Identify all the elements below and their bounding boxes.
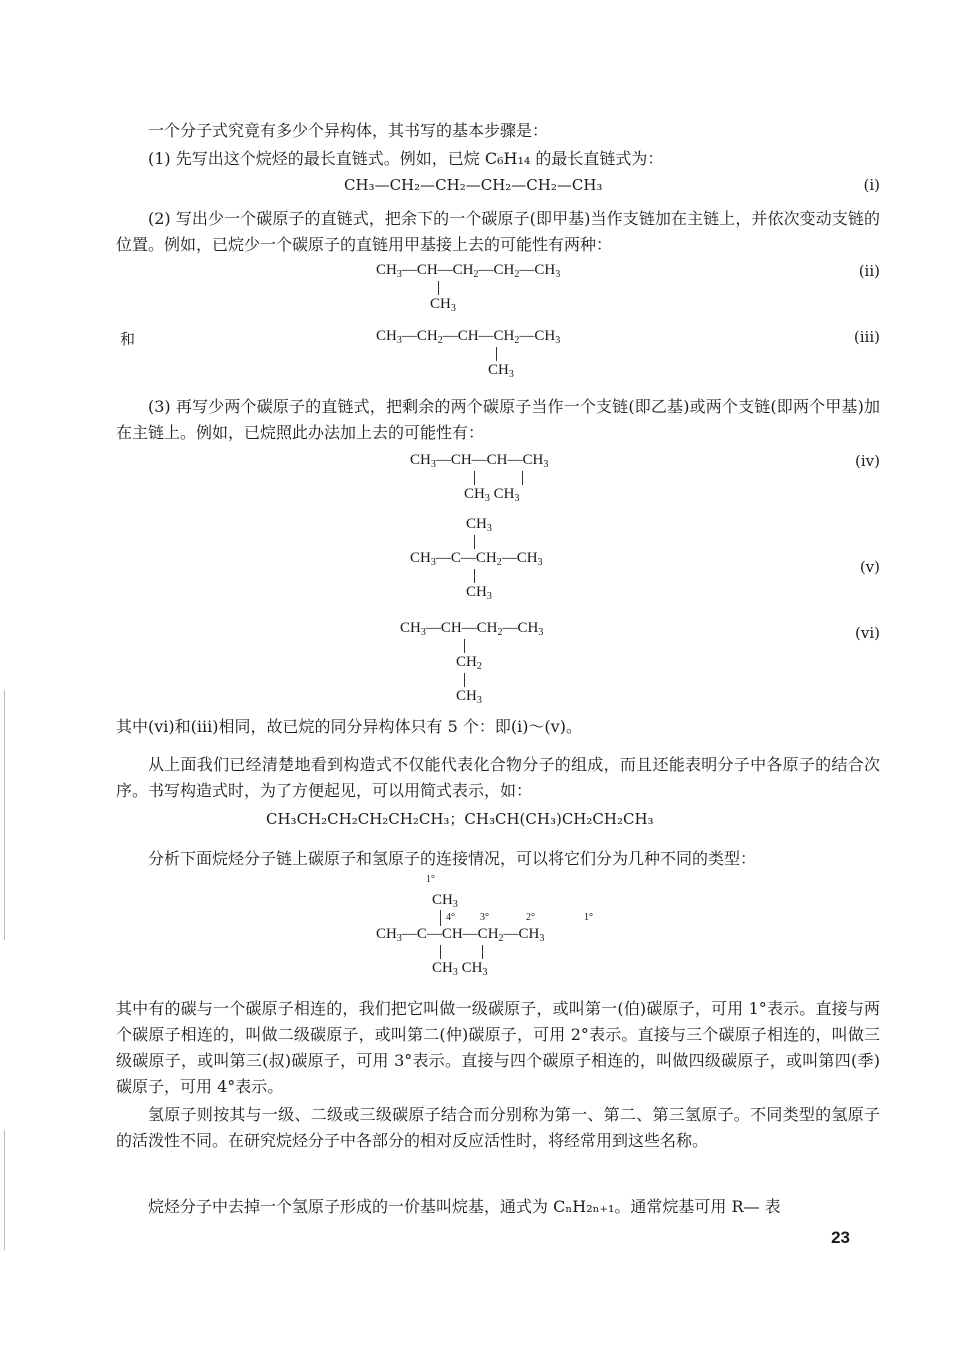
equation-number-ii: (ii)	[858, 262, 880, 280]
formula-condensed: CH₃CH₂CH₂CH₂CH₂CH₃；CH₃CH(CH₃)CH₂CH₂CH₃	[266, 810, 654, 828]
equation-number-iii: (iii)	[853, 328, 880, 346]
structure-carbon-classification: 1° $CH_3$ 4° 3° 2° 1° $CH_3—C—CH—CH_2—CH_3$ $CH_3$ $CH_3$	[376, 874, 593, 978]
formula-i: CH₃—CH₂—CH₂—CH₂—CH₂—CH₃	[344, 176, 603, 194]
paragraph-carbon-degree-definition: 其中有的碳与一个碳原子相连的，我们把它叫做一级碳原子，或叫第一(伯)碳原子，可用 1°表示。直接与两个碳原子相连的，叫做二级碳原子，或叫第二(仲)碳原子，可用 2°表示。直接与三个碳原子相连的，叫做三级碳原子，或叫第三(叔)碳原子，可用 3°表示。直接与四个碳原子相连的，叫做四级碳原子，或叫第四(季)碳原子，可用 4°表示。	[116, 999, 880, 1096]
paragraph-structural-formula: 从上面我们已经清楚地看到构造式不仅能代表化合物分子的组成，而且还能表明分子中各原子的结合次序。书写构造式时，为了方便起见，可以用简式表示，如：	[116, 755, 880, 800]
scan-edge-mark	[4, 1130, 5, 1250]
degree-label: 3°	[480, 912, 489, 923]
page-number: 23	[831, 1228, 850, 1247]
structure-ii: $CH_3—CH—CH_2—CH_2—CH_3$ $CH_3$	[376, 262, 561, 314]
paragraph-carbon-types: 分析下面烷烃分子链上碳原子和氢原子的连接情况，可以将它们分为几种不同的类型：	[148, 849, 757, 868]
paragraph-step3: (3) 再写少两个碳原子的直链式，把剩余的两个碳原子当作一个支链(即乙基)或两个支链(即两个甲基)加在主链上。例如，已烷照此办法加上去的可能性有：	[116, 397, 880, 442]
equation-number-vi: (vi)	[855, 624, 880, 642]
equation-number-v: (v)	[859, 558, 880, 576]
degree-label: 1°	[426, 874, 435, 885]
paragraph-hydrogen-types: 氢原子则按其与一级、二级或三级碳原子结合而分别称为第一、第二、第三氢原子。不同类型的氢原子的活泼性不同。在研究烷烃分子中各部分的相对反应活性时，将经常用到这些名称。	[116, 1105, 880, 1150]
degree-label: 2°	[526, 912, 535, 923]
degree-label: 1°	[584, 912, 593, 923]
paragraph-isomer-count: 其中(vi)和(iii)相同，故已烷的同分异构体只有 5 个：即(i)～(v)。	[116, 717, 582, 736]
structure-v: $CH_3$ $CH_3—C—CH_2—CH_3$ $CH_3$	[410, 516, 543, 602]
degree-label: 4°	[446, 912, 455, 923]
paragraph-step1: (1) 先写出这个烷烃的最长直链式。例如，已烷 C₆H₁₄ 的最长直链式为：	[148, 149, 664, 168]
structure-iv: $CH_3—CH—CH—CH_3$ $CH_3$ $CH_3$	[410, 452, 549, 504]
paragraph-intro: 一个分子式究竟有多少个异构体，其书写的基本步骤是：	[148, 121, 549, 140]
paragraph-step2: (2) 写出少一个碳原子的直链式，把余下的一个碳原子(即甲基)当作支链加在主链上，并依次变动支链的位置。例如，已烷少一个碳原子的直链用甲基接上去的可能性有两种：	[116, 209, 880, 254]
equation-number-i: (i)	[863, 176, 880, 194]
equation-number-iv: (iv)	[855, 452, 880, 470]
paragraph-alkyl-group: 烷烃分子中去掉一个氢原子形成的一价基叫烷基，通式为 CₙH₂ₙ₊₁。通常烷基可用 R— 表	[148, 1197, 781, 1216]
scan-edge-mark	[4, 690, 5, 940]
conjunction-and: 和	[120, 330, 136, 348]
structure-vi: $CH_3—CH—CH_2—CH_3$ $CH_2$ $CH_3$	[400, 620, 544, 706]
structure-iii: $CH_3—CH_2—CH—CH_2—CH_3$ $CH_3$	[376, 328, 561, 380]
